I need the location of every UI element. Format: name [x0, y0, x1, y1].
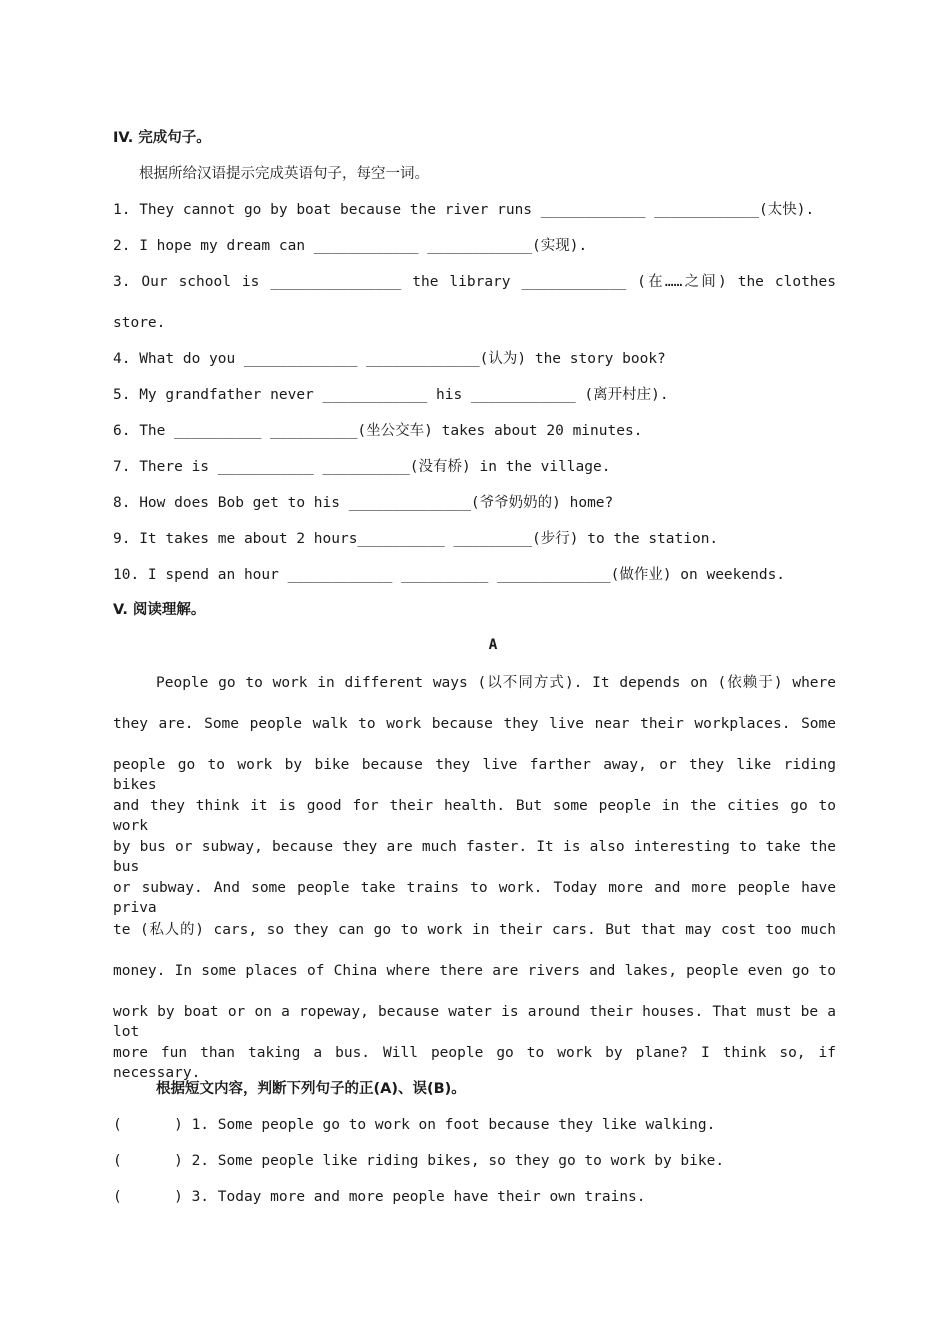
question-1: ( ) 1. Some people go to work on foot because they like walking. — [113, 1117, 716, 1133]
passage-line-3: people go to work by bike because they live farther away, or they like riding bikes — [113, 757, 836, 793]
sentence-item-2: 2. I hope my dream can ____________ ____________(实现). — [113, 238, 588, 254]
sentence-item-5: 5. My grandfather never ____________ his ____________ (离开村庄). — [113, 387, 669, 403]
sentence-item-9: 9. It takes me about 2 hours__________ _________(步行) to the station. — [113, 531, 719, 547]
passage-line-10: more fun than taking a bus. Will people go to work by plane? I think so, if necessary. — [113, 1045, 836, 1081]
question-2: ( ) 2. Some people like riding bikes, so they go to work by bike. — [113, 1153, 725, 1169]
passage-label: A — [488, 637, 498, 653]
question-instruction: 根据短文内容，判断下列句子的正(A)、误(B)。 — [156, 1081, 466, 1097]
section-4-heading: IV. 完成句子。 — [113, 130, 211, 146]
sentence-item-1: 1. They cannot go by boat because the river runs ____________ ____________(太快). — [113, 202, 815, 218]
sentence-item-7: 7. There is ___________ __________(没有桥) in the village. — [113, 459, 611, 475]
passage-line-2: they are. Some people walk to work because they live near their workplaces. Some — [113, 716, 836, 732]
passage-line-6: or subway. And some people take trains to work. Today more and more people have priva — [113, 880, 836, 916]
section-4-instruction: 根据所给汉语提示完成英语句子，每空一词。 — [139, 166, 429, 182]
sentence-item-6: 6. The __________ __________(坐公交车) takes about 20 minutes. — [113, 423, 643, 439]
sentence-item-4: 4. What do you _____________ _____________(认为) the story book? — [113, 351, 666, 367]
passage-line-8: money. In some places of China where there are rivers and lakes, people even go to — [113, 963, 836, 979]
section-5-heading: V. 阅读理解。 — [113, 602, 206, 618]
passage-line-9: work by boat or on a ropeway, because water is around their houses. That must be a lot — [113, 1004, 836, 1040]
sentence-item-10: 10. I spend an hour ____________ __________ _____________(做作业) on weekends. — [113, 567, 786, 583]
sentence-item-8: 8. How does Bob get to his ______________(爷爷奶奶的) home? — [113, 495, 614, 511]
passage-line-1: People go to work in different ways (以不同方式). It depends on (依赖于) where — [156, 675, 836, 691]
passage-line-5: by bus or subway, because they are much faster. It is also interesting to take the bus — [113, 839, 836, 875]
sentence-item-3: 3. Our school is _______________ the library ____________ (在……之间) the clothes — [113, 274, 836, 290]
question-3: ( ) 3. Today more and more people have their own trains. — [113, 1189, 646, 1205]
sentence-item-3-continuation: store. — [113, 315, 166, 331]
passage-line-7: te (私人的) cars, so they can go to work in their cars. But that may cost too much — [113, 922, 836, 938]
passage-line-4: and they think it is good for their health. But some people in the cities go to work — [113, 798, 836, 834]
